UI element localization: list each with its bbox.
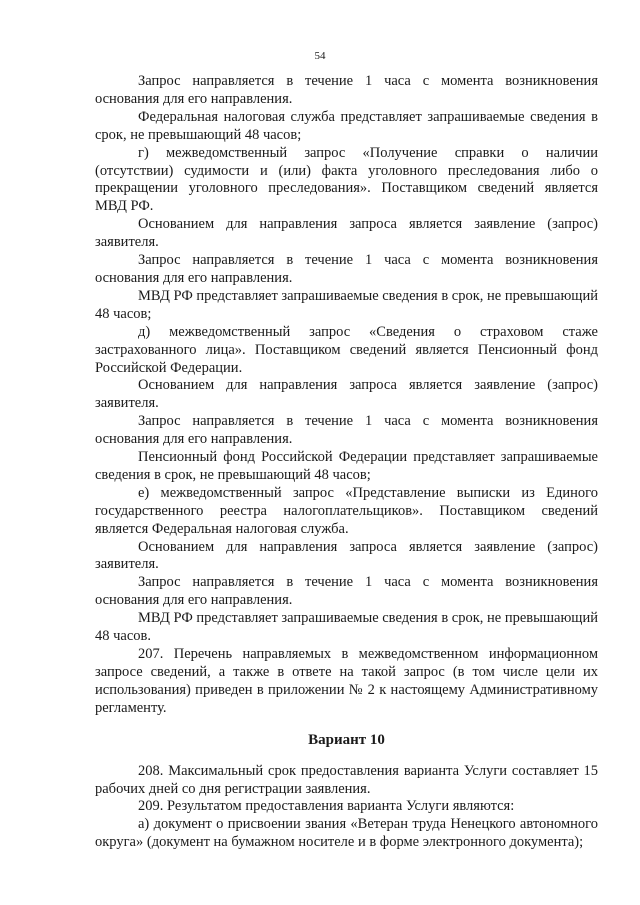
paragraph: Запрос направляется в течение 1 часа с момента возникновения основания для его направления.	[95, 73, 598, 107]
page-number: 54	[314, 50, 326, 62]
document-body	[95, 73, 598, 852]
paragraph: Основанием для направления запроса является заявление (запрос) заявителя.	[95, 216, 598, 251]
paragraph: 209. Результатом предоставления варианта Услуги являются:	[138, 798, 515, 815]
section-heading: Вариант 10	[308, 731, 385, 748]
paragraph: МВД РФ представляет запрашиваемые сведения в срок, не превышающий 48 часов.	[95, 610, 598, 645]
paragraph: Запрос направляется в течение 1 часа с момента возникновения основания для его направления.	[95, 574, 598, 609]
paragraph: Запрос направляется в течение 1 часа с момента возникновения основания для его направления.	[95, 413, 598, 448]
paragraph: Основанием для направления запроса является заявление (запрос) заявителя.	[95, 538, 598, 573]
paragraph: Основанием для направления запроса является заявление (запрос) заявителя.	[95, 377, 598, 412]
paragraph: Федеральная налоговая служба представляет запрашиваемые сведения в срок, не превышающий 48 часов;	[95, 108, 598, 143]
paragraph: д) межведомственный запрос «Сведения о страховом стаже застрахованного лица». Поставщиком сведений является Пенсионный фонд Российской Федерации.	[95, 323, 598, 376]
paragraph: МВД РФ представляет запрашиваемые сведения в срок, не превышающий 48 часов;	[95, 287, 598, 322]
paragraph: а) документ о присвоении звания «Ветеран труда Ненецкого автономного округа» (документ на бумажном носителе и в форме электронного документа);	[95, 816, 598, 851]
paragraph: 208. Максимальный срок предоставления варианта Услуги составляет 15 рабочих дней со дня регистрации заявления.	[95, 762, 598, 797]
paragraph: г) межведомственный запрос «Получение справки о наличии (отсутствии) судимости и (или) факта уголовного преследования либо о прекращении уголовного преследования». Поставщиком сведений является МВД РФ.	[95, 144, 598, 215]
paragraph: Пенсионный фонд Российской Федерации представляет запрашиваемые сведения в срок, не превышающий 48 часов;	[95, 449, 598, 483]
paragraph: е) межведомственный запрос «Представление выписки из Единого государственного реестра налогоплательщиков». Поставщиком сведений является Федеральная налоговая служба.	[95, 484, 598, 537]
paragraph: Запрос направляется в течение 1 часа с момента возникновения основания для его направления.	[95, 252, 598, 286]
paragraph: 207. Перечень направляемых в межведомственном информационном запросе сведений, а также в ответе на такой запрос (в том числе цели их использования) приведен в приложении № 2 к настоящему Административному регламенту.	[95, 646, 598, 716]
